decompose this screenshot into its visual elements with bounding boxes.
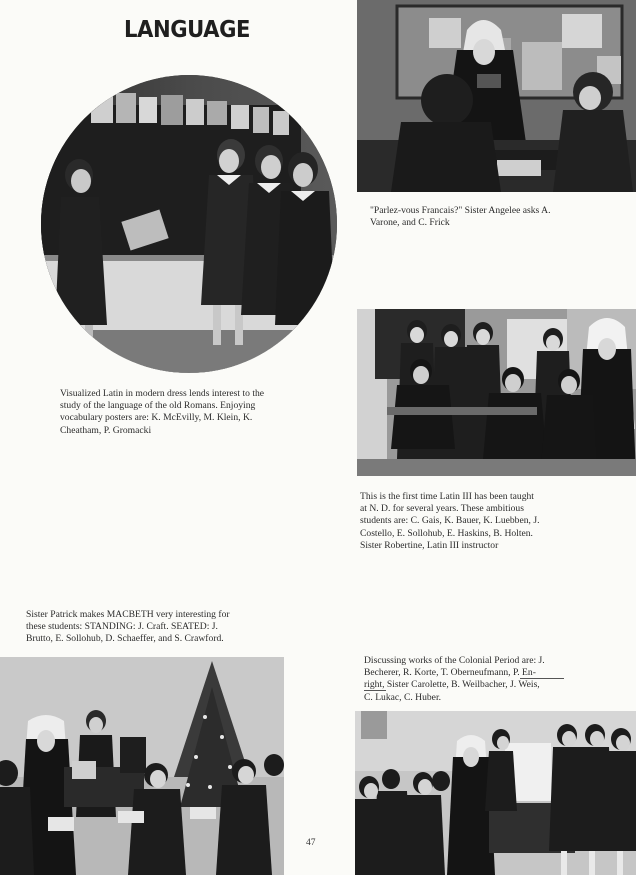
latin-three-photo-image xyxy=(357,309,636,476)
latin-three-photo xyxy=(357,309,636,476)
french-class-photo xyxy=(357,0,636,192)
french-class-photo-image xyxy=(357,0,636,192)
handwritten-underline-2 xyxy=(364,690,386,691)
latin-posters-caption: Visualized Latin in modern dress lends interest to the study of the language of the old Romans. Enjoying vocabulary posters are: K. McEvilly, M. Klein, K. Cheatham, P. Gromacki xyxy=(60,388,265,436)
macbeth-class-photo-image xyxy=(0,657,284,875)
french-class-caption: "Parlez-vous Francais?" Sister Angelee asks A. Varone, and C. Frick xyxy=(370,205,551,229)
handwritten-underline xyxy=(520,678,564,679)
macbeth-caption: Sister Patrick makes MACBETH very interesting for these students: STANDING: J. Craft. SEATED: J. Brutto, E. Sollohub, D. Schaeffer, and S. Crawford. xyxy=(26,609,230,645)
latin-three-caption: This is the first time Latin III has been taught at N. D. for several years. These ambitious students are: C. Gais, K. Bauer, K. Luebben, J. Costello, E. Sollohub, E. Haskins, B. Holten. Sister Robertine, Latin III instructor xyxy=(360,491,540,551)
latin-posters-photo xyxy=(41,75,337,373)
colonial-class-photo-image xyxy=(355,711,636,875)
latin-posters-photo-image xyxy=(41,75,337,373)
macbeth-class-photo xyxy=(0,657,284,875)
colonial-class-photo xyxy=(355,711,636,875)
page-title: LANGUAGE xyxy=(124,17,250,43)
page-number: 47 xyxy=(306,838,316,848)
colonial-caption: Discussing works of the Colonial Period are: J. Becherer, R. Korte, T. Oberneufmann, P. En- right, Sister Carolette, B. Weilbacher, J. Weis, C. Lukac, C. Huber. xyxy=(364,655,545,703)
